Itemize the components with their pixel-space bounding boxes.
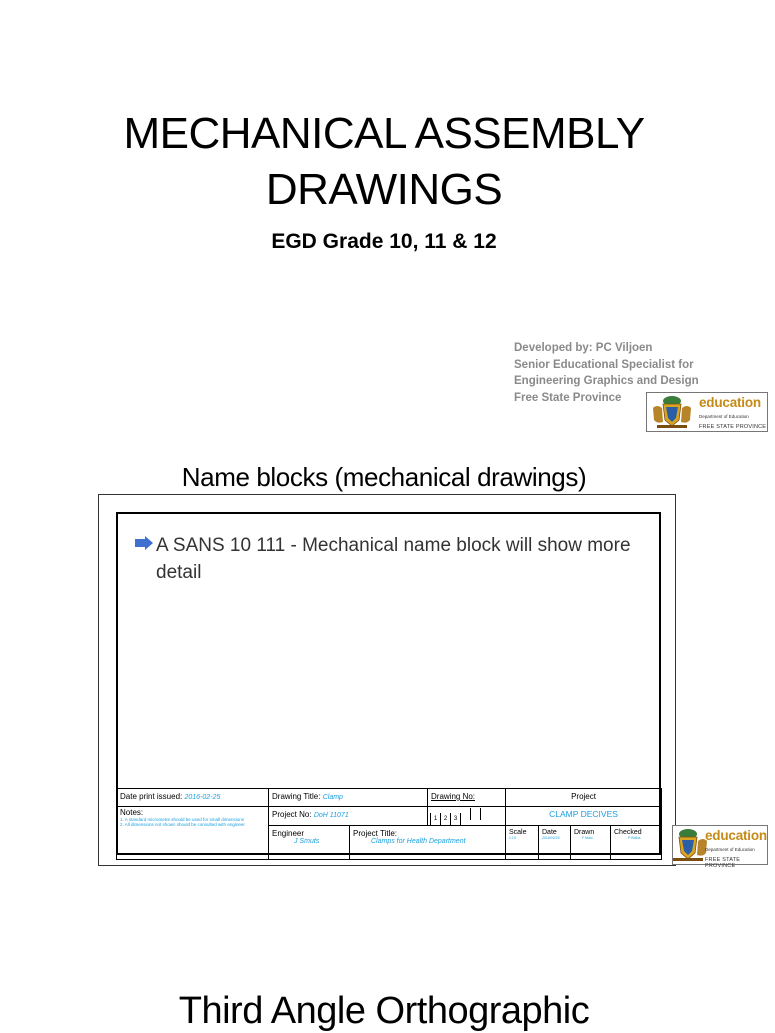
date-print-label: Date print issued: [120,792,183,801]
engineer-value: J Smuts [294,838,320,845]
sheet-number-cell [428,807,506,826]
slide-2-title: Name blocks (mechanical drawings) [181,462,587,492]
drawn-value: F Malo [582,836,593,840]
education-logo [646,392,768,432]
date-label: Date [542,829,557,836]
bullet-text: A SANS 10 111 - Mechanical name block will show more detail [156,535,631,583]
project-no-cell [269,807,428,826]
checked-value: P Botha [628,836,641,840]
logo-word: education [705,828,767,843]
scale-label: Scale [509,829,527,836]
project-title-value: Clamps for Health Department [371,838,466,845]
sheet-number-empty [461,808,471,820]
checked-label: Checked [614,829,642,836]
project-header: Project [571,792,596,801]
project-name: CLAMP DECIVES [549,809,618,819]
main-title [0,106,768,218]
drawn-label: Drawn [574,829,595,836]
logo-province: FREE STATE PROVINCE [705,857,741,869]
scale-cell [506,826,539,860]
credit-line: Engineering Graphics and Design [514,375,699,387]
project-title-cell [350,826,506,860]
project-title-label: Project Title: [353,829,398,838]
project-name-cell [506,807,662,826]
main-title-line-1: MECHANICAL ASSEMBLY [123,109,645,158]
engineer-cell [269,826,350,860]
drawing-title-value: Clamp [322,794,343,801]
date-cell [539,826,571,860]
coat-of-arms-icon [649,394,695,431]
slide-3-title: Third Angle Orthographic [178,990,590,1032]
engineer-label: Engineer [272,829,305,838]
name-block-table [116,788,662,860]
credit-line: Developed by: PC Viljoen [514,342,653,354]
name-block-row [117,789,662,807]
notes-label: Notes: [120,808,144,817]
logo-department: Department of Education [699,414,749,419]
project-no-value: DoH 11071 [313,812,349,819]
project-no-label: Project No: [272,810,312,819]
credit-line: Senior Educational Specialist for [514,358,694,371]
checked-cell [611,826,662,860]
subtitle: EGD Grade 10, 11 & 12 [271,230,497,253]
date-print-value: 2016-02-25 [184,794,221,801]
notes-list [120,817,265,827]
sheet-number-empty [471,808,481,820]
date-value: 2016/02/25 [542,836,560,840]
sheet-number: 3 [451,813,461,825]
project-header-cell [506,789,662,807]
sheet-number: 1 [430,813,441,825]
arrow-bullet-icon [134,535,154,551]
date-print-cell [117,789,269,807]
note-item: 1. A standard micrometre should be used for small dimensions [120,817,245,822]
drawn-cell [571,826,611,860]
main-title-line-2: DRAWINGS [265,165,503,214]
education-logo [672,825,768,869]
logo-province: FREE STATE PROVINCE [699,424,767,430]
notes-cell [117,807,269,860]
name-block-row [117,807,662,826]
scale-value: 1:10 [509,836,516,840]
logo-department: Department of Education [705,847,755,852]
drawing-title-cell [269,789,428,807]
credit-line: Free State Province [514,391,622,404]
drawing-no-label: Drawing No: [431,792,476,801]
note-item: 2. All dimensions not shown should be consulted with engineer [120,822,245,827]
drawing-title-label: Drawing Title: [272,792,321,801]
sheet-number: 2 [441,813,451,825]
logo-word: education [699,395,761,410]
drawing-no-cell [428,789,506,807]
